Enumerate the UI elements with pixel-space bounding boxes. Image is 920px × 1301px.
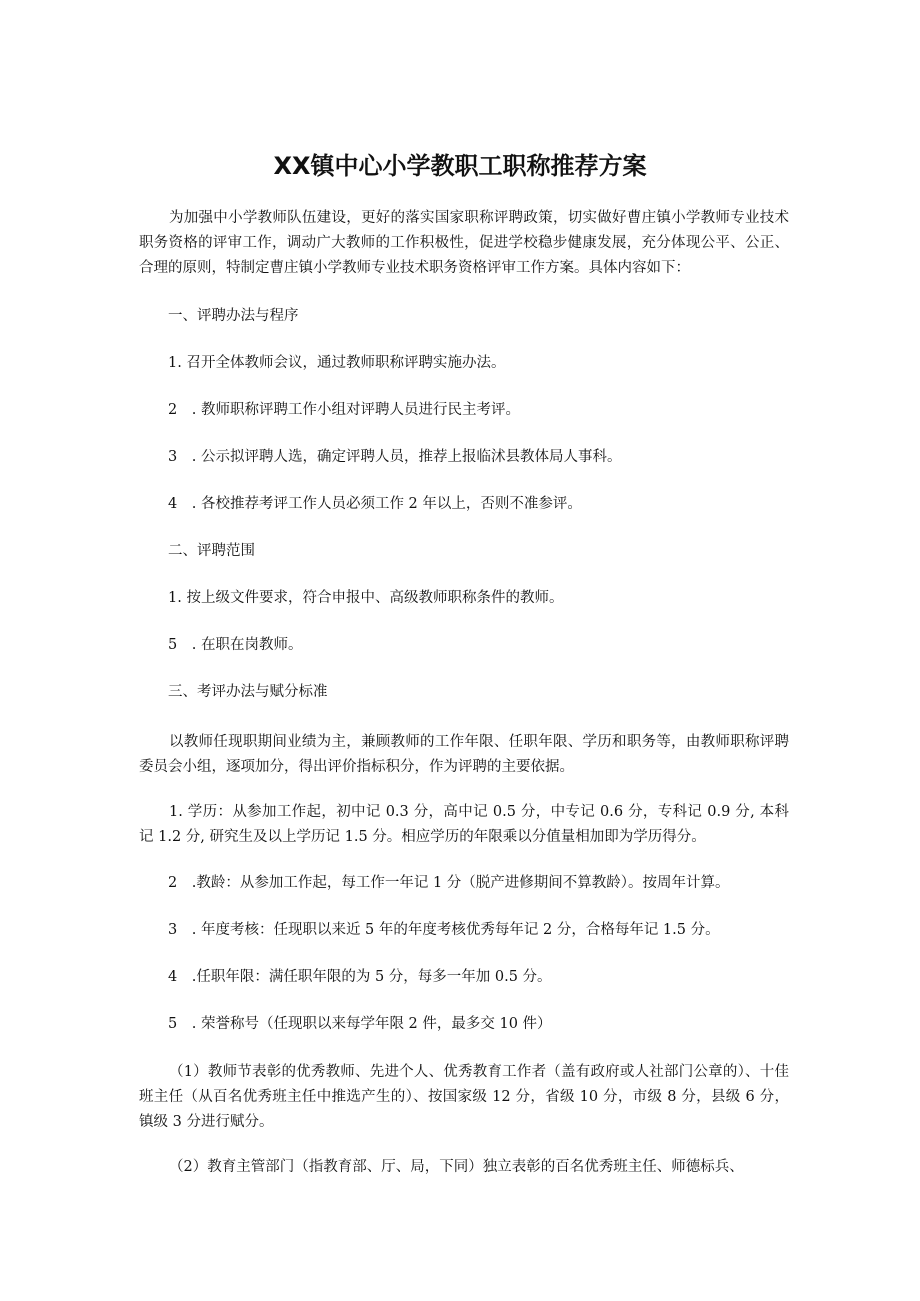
section3-intro-paragraph: 以教师任现职期间业绩为主，兼顾教师的工作年限、任职年限、学历和职务等，由教师职称评聘委员会小组，逐项加分，得出评价指标积分，作为评聘的主要依据。 xyxy=(139,734,789,775)
section-heading-2: 二、评聘范围 xyxy=(168,543,255,559)
list-item: 3 . 公示拟评聘人选，确定评聘人员，推荐上报临沭县教体局人事科。 xyxy=(168,449,622,465)
list-item: 5 . 在职在岗教师。 xyxy=(168,637,303,653)
honor-sub-item-2: （2）教育主管部门（指教育部、厅、局，下同）独立表彰的百名优秀班主任、师德标兵、 xyxy=(169,1159,744,1175)
honor-sub-item-1: （1）教师节表彰的优秀教师、先进个人、优秀教育工作者（盖有政府或人社部门公章的）、十佳班主任（从百名优秀班主任中推选产生的）、按国家级 12 分，省级 10 分，市级 8 分，县级 6 分，镇级 3 分进行赋分。 xyxy=(139,1064,789,1130)
list-item: 3 . 年度考核：任现职以来近 5 年的年度考核优秀每年记 2 分，合格每年记 1.5 分。 xyxy=(168,922,720,938)
list-item: 2 .教龄：从参加工作起，每工作一年记 1 分（脱产进修期间不算教龄）。按周年计算。 xyxy=(168,875,730,891)
list-item: 1. 召开全体教师会议，通过教师职称评聘实施办法。 xyxy=(168,355,506,371)
list-item: 5 . 荣誉称号（任现职以来每学年限 2 件，最多交 10 件） xyxy=(168,1016,552,1032)
section-heading-3: 三、考评办法与赋分标准 xyxy=(168,684,328,700)
list-item: 2 . 教师职称评聘工作小组对评聘人员进行民主考评。 xyxy=(168,402,520,418)
section-heading-1: 一、评聘办法与程序 xyxy=(168,308,299,324)
intro-paragraph: 为加强中小学教师队伍建设，更好的落实国家职称评聘政策，切实做好曹庄镇小学教师专业技术职务资格的评审工作，调动广大教师的工作积极性，促进学校稳步健康发展，充分体现公平、公正、合理的原则，特制定曹庄镇小学教师专业技术职务资格评审工作方案。具体内容如下： xyxy=(139,210,789,276)
list-item: 1. 按上级文件要求，符合申报中、高级教师职称条件的教师。 xyxy=(168,590,564,606)
education-paragraph: 1. 学历：从参加工作起，初中记 0.3 分，高中记 0.5 分，中专记 0.6 分，专科记 0.9 分, 本科记 1.2 分, 研究生及以上学历记 1.5 分。相应学历的年限乘以分值量相加即为学历得分。 xyxy=(139,804,789,845)
list-item: 4 .任职年限：满任职年限的为 5 分，每多一年加 0.5 分。 xyxy=(168,969,552,985)
list-item: 4 . 各校推荐考评工作人员必须工作 2 年以上，否则不准参评。 xyxy=(168,496,582,512)
document-title: XX镇中心小学教职工职称推荐方案 xyxy=(273,152,647,180)
